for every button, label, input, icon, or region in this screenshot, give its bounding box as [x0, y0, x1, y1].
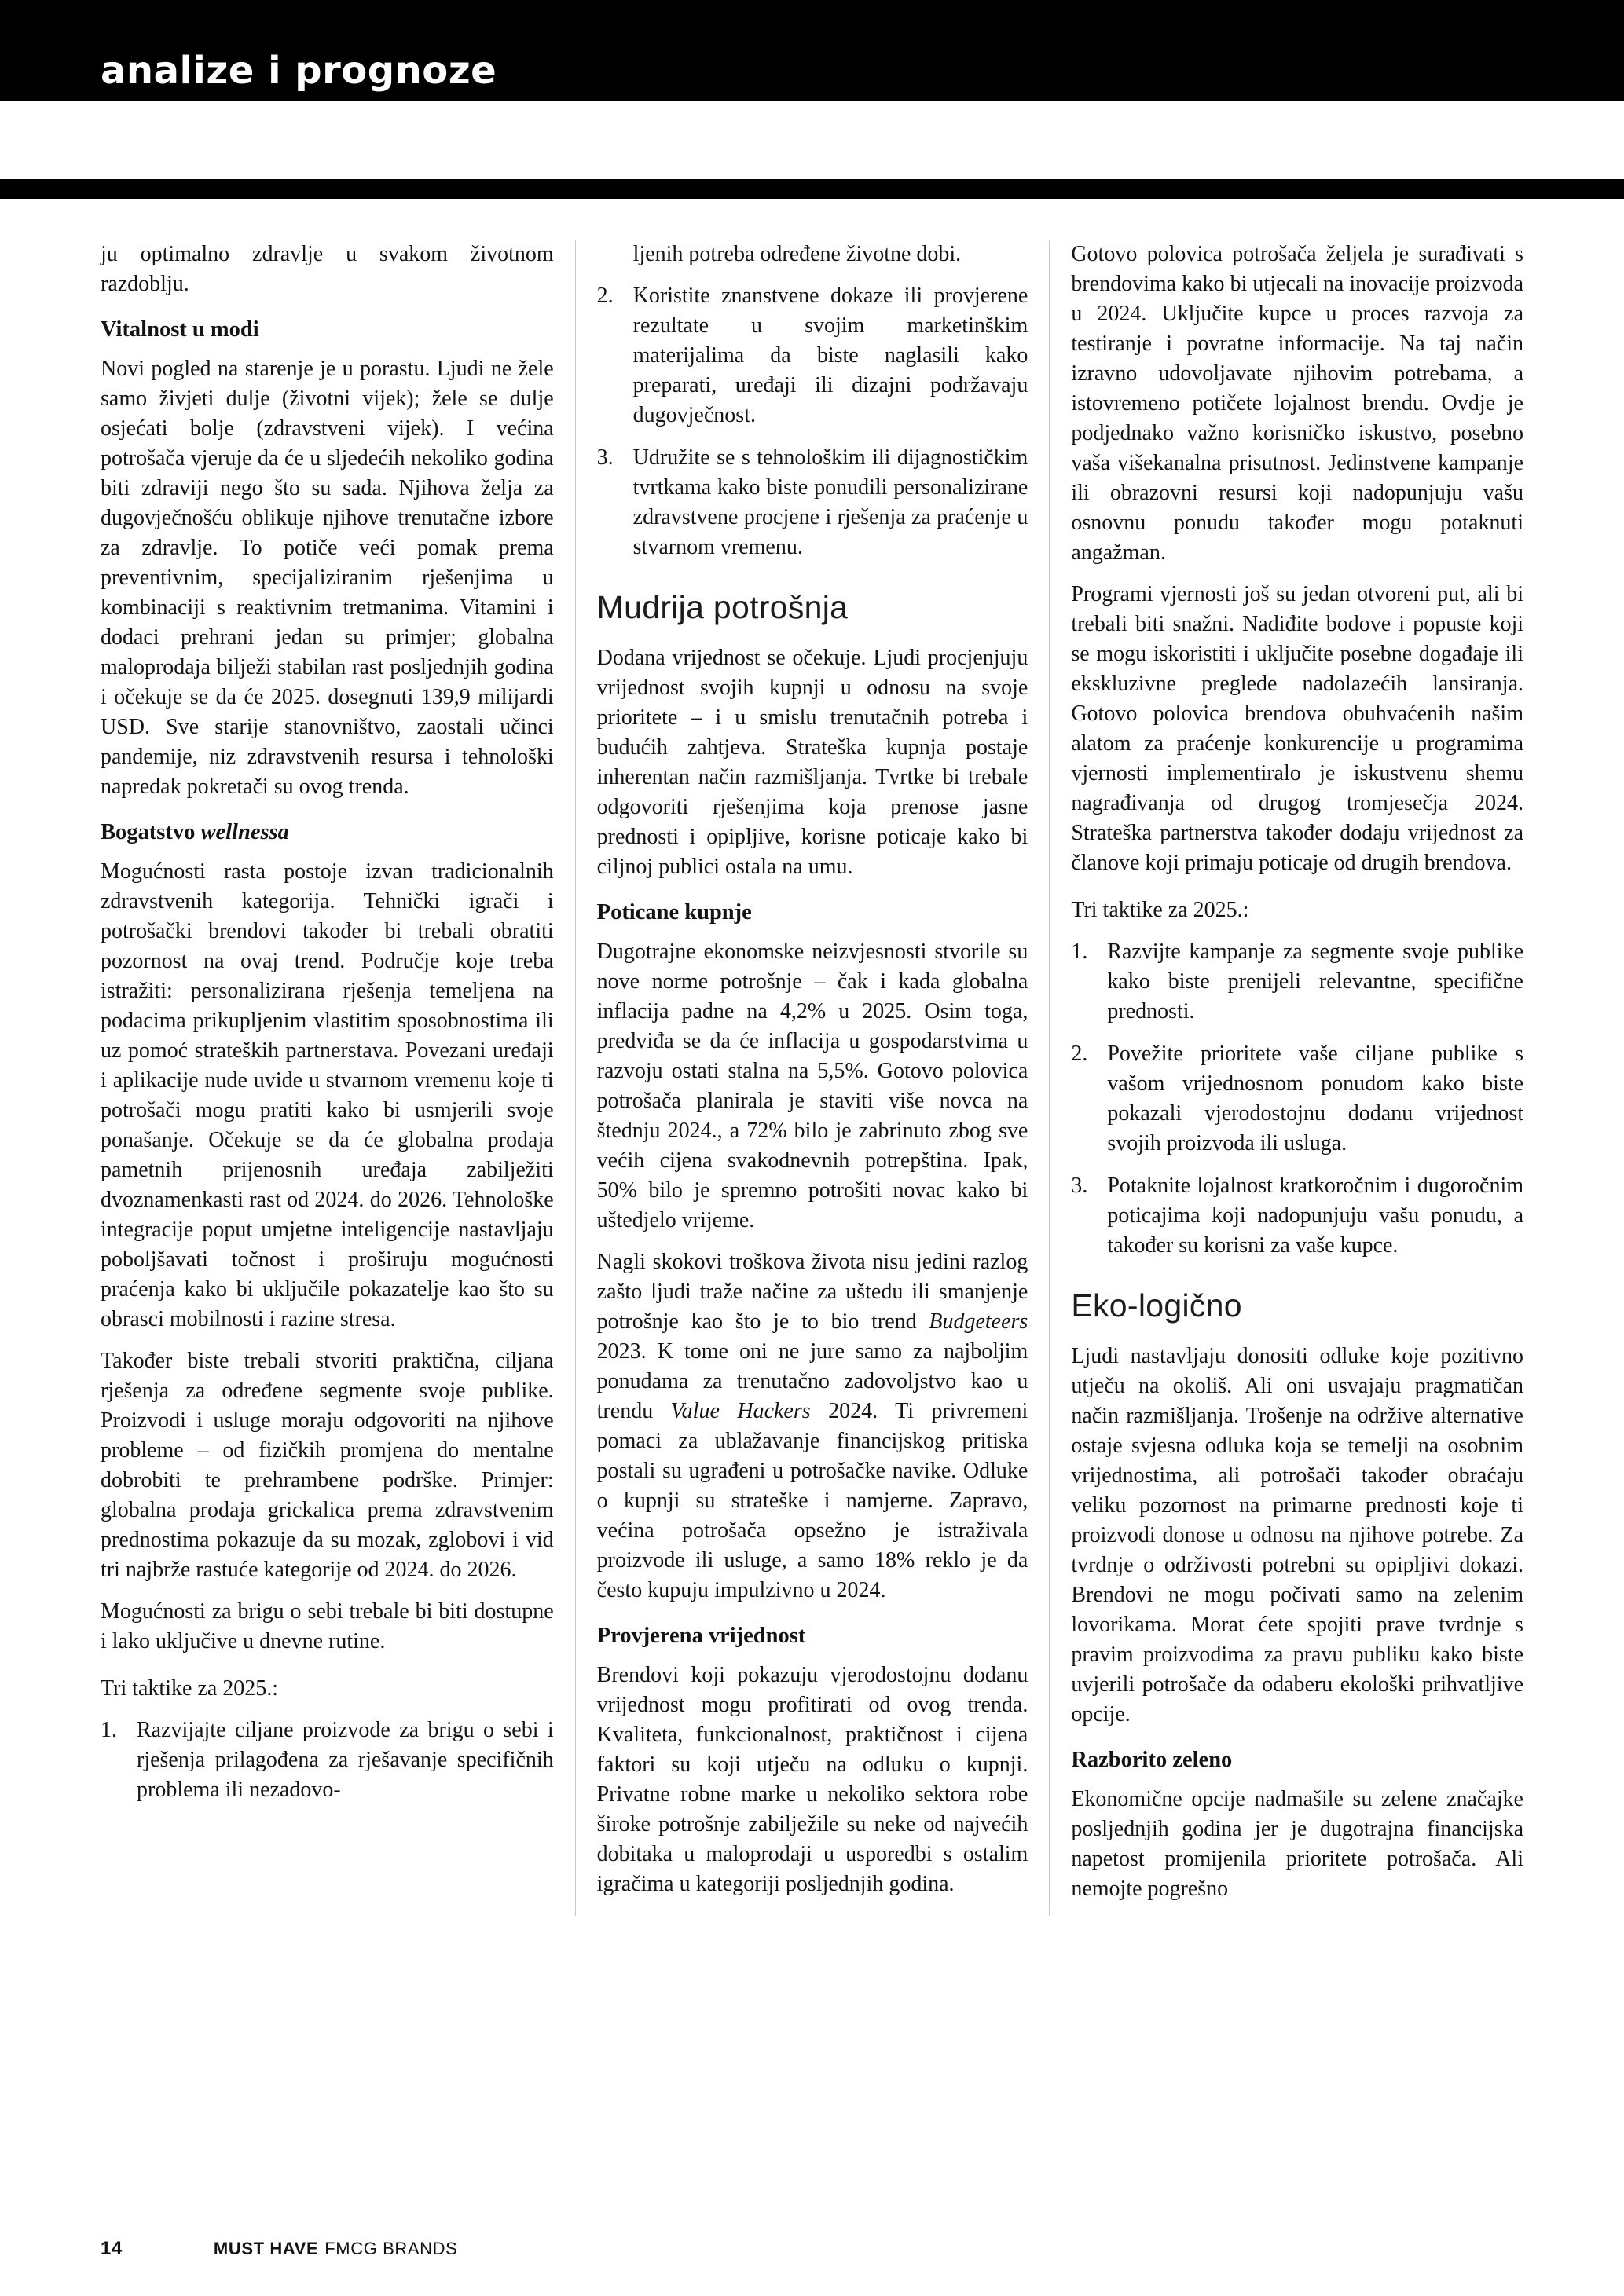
paragraph: Mogućnosti za brigu o sebi trebale bi biti dostupne i lako uključive u dnevne rutine.	[101, 1599, 554, 1653]
paragraph: Novi pogled na starenje je u porastu. Ljudi ne žele samo živjeti dulje (životni vijek); žele se dulje osjećati bolje (zdravstveni vijek). I većina potrošača vjeruje da će u sljedećih nekoliko godina biti zdraviji nego što su sada. Njihova želja za dugovječnošću oblikuje njihove trenutačne izbore za zdravlje. To potiče veći pomak prema preventivnim, specijaliziranim rješenjima u kombinaciji s reaktivnim tretmanima. Vitamini i dodaci prehrani jedan su primjer; globalna maloprodaja bilježi stabilan rast posljednjih godina i očekuje se da će 2025. dosegnuti 139,9 milijardi USD. Sve starije stanovništvo, zaostali učinci pandemije, niz zdravstvenih resursa i tehnološki napredak pokretači su ovog trenda.	[101, 357, 554, 799]
paragraph: Dodana vrijednost se očekuje. Ljudi procjenjuju vrijednost svojih kupnji u odnosu na svoje prioritete – i u smislu trenutačnih potreba i budućih zahtjeva. Strateška kupnja postaje inherentan način razmišljanja. Tvrtke bi trebale odgovoriti rješenjima koja prenose jasne prednosti i opipljive, korisne poticaje kako bi ciljnoj publici ostala na umu.	[596, 646, 1028, 880]
paragraph-segment: 2023. K tome oni ne jure samo za najboljim ponudama za trenutačno zadovoljstvo kao u trendu	[596, 1339, 1028, 1424]
paragraph-with-italics	[597, 1247, 1028, 1606]
paragraph: Ekonomične opcije nadmašile su zelene značajke posljednjih godina jer je dugotrajna financijska napetost promijenila prioritete potrošača. Ali nemojte pogrešno	[1071, 1787, 1523, 1902]
subheading-text: Bogatstvo	[101, 820, 201, 844]
list-number: 3.	[596, 445, 614, 470]
paragraph: Gotovo polovica potrošača željela je surađivati s brendovima kako bi utjecali na inovacije proizvoda u 2024. Uključite kupce u proces razvoja za testiranje i povratne informacije. Na taj način izravno udovoljavate njihovim potrebama, a istovremeno potičete lojalnost brendu. Ovdje je podjednako važno korisničko iskustvo, posebno vaša višekanalna prisutnost. Jedinstvene kampanje ili obrazovni resursi koji nadopunjuju vašu osnovnu ponudu također mogu potaknuti angažman.	[1071, 242, 1523, 565]
page-number: 14	[101, 2238, 123, 2259]
subheading-vitalnost-u-modi: Vitalnost u modi	[101, 317, 259, 342]
list-number: 3.	[1071, 1174, 1088, 1198]
list-item	[101, 1716, 554, 1805]
subheading-razborito-zeleno: Razborito zeleno	[1071, 1748, 1233, 1773]
paragraph-continuation: ljenih potreba određene životne dobi.	[632, 242, 962, 266]
list-item	[597, 443, 1028, 562]
brand-light-text: FMCG BRANDS	[324, 2239, 458, 2258]
paragraph: Ljudi nastavljaju donositi odluke koje pozitivno utječu na okoliš. Ali oni usvajaju pragmatičan način razmišljanja. Trošenje na održive alternative ostaje svjesna odluka koja se temelji na osobnim vrijednostima, ali potrošači također obraćaju veliku pozornost na primarne prednosti koje ti proizvodi donose u odnosu na njihove potrebe. Za tvrdnje o održivosti potrebni su opipljivi dokazi. Brendovi ne mogu počivati samo na zelenim lovorikama. Morat ćete spojiti prave tvrdnje s pravim proizvodima za pravu publiku kako biste uvjerili potrošače da odaberu ekološki prihvatljive opcije.	[1071, 1344, 1523, 1727]
paragraph: Brendovi koji pokazuju vjerodostojnu dodanu vrijednost mogu profitirati od ovog trenda. Kvaliteta, funkcionalnost, praktičnost i cijena faktori su koji utječu na odluku o kupnji. Privatne robne marke u nekoliko sektora robe široke potrošnje zabilježile su neke od najvećih dobitaka u maloprodaji u usporedbi s ostalim igračima u kategoriji posljednjih godina.	[596, 1663, 1028, 1897]
column-2	[575, 240, 1050, 1916]
paragraph-segment: Nagli skokovi troškova života nisu jedini razlog zašto ljudi traže načine za uštedu ili smanjenje potrošnje kao što je to bio trend	[596, 1250, 1028, 1335]
list-item	[1071, 1039, 1523, 1159]
divider-bar	[0, 179, 1624, 199]
subheading-poticane-kupnje: Poticane kupnje	[596, 900, 752, 925]
list-item-text: Razvijajte ciljane proizvode za brigu o sebi i rješenja prilagođena za rješavanje specifičnih problema ili nezadovo-	[137, 1718, 554, 1802]
paragraph-segment: 2024. Ti privremeni pomaci za ublažavanje financijskog pritiska postali su ugrađeni u potrošačke navike. Odluke o kupnji su strateške i namjerne. Zapravo, većina potrošača opsežno je istraživala proizvode ili usluge, a samo 18% reklo je da često kupuju impulzivno u 2024.	[596, 1399, 1028, 1603]
tactics-title: Tri taktike za 2025.:	[101, 1676, 279, 1701]
list-number: 2.	[1071, 1042, 1088, 1066]
paragraph-continuation: ju optimalno zdravlje u svakom životnom razdoblju.	[101, 242, 554, 296]
page-title: analize i prognoze	[101, 49, 497, 93]
list-item	[1071, 937, 1523, 1027]
paragraph: Programi vjernosti još su jedan otvoreni put, ali bi trebali biti snažni. Nadiđite bodove i popuste koji se mogu iskoristiti i uključite posebne događaje ili ekskluzivne preglede nadolazećih lansiranja. Gotovo polovica brendova obuhvaćenih našim alatom za praćenje konkurencije u programima vjernosti implementiralo je iskustvenu shemu nagrađivanja od drugog tromjesečja 2024. Strateška partnerstva također dodaju vrijednost za članove koji primaju poticaje od drugih brendova.	[1071, 582, 1523, 875]
list-item-text: Udružite se s tehnološkim ili dijagnostičkim tvrtkama kako biste ponudili personalizirane zdravstvene procjene i rješenja za praćenje u stvarnom vremenu.	[632, 445, 1028, 559]
column-layout	[101, 240, 1523, 1916]
list-item-text: Povežite prioritete vaše ciljane publike s vašom vrijednosnom ponudom kako biste pokazali vjerodostojnu dodanu vrijednost svojih proizvoda ili usluga.	[1107, 1042, 1523, 1155]
article-content	[0, 199, 1624, 1916]
paragraph: Dugotrajne ekonomske neizvjesnosti stvorile su nove norme potrošnje – čak i kada globalna inflacija padne na 4,2% u 2025. Osim toga, predviđa se da će inflacija u gospodarstvima u razvoju ostati stalna na 5,5%. Gotovo polovica potrošača planirala je staviti više novca na štednju 2024., a 72% bilo je zabrinuto zbog sve većih cijena svakodnevnih potrepština. Ipak, 50% bilo je spremno potrošiti novac kako bi uštedjelo vrijeme.	[596, 939, 1028, 1233]
subheading-bogatstvo-wellnessa	[101, 818, 554, 848]
list-item	[1071, 1171, 1523, 1261]
paragraph: Mogućnosti rasta postoje izvan tradicionalnih zdravstvenih kategorija. Tehnički igrači i potrošački brendovi također bi trebali obratiti pozornost na ovaj trend. Područje koje treba istražiti: personalizirana rješenja temeljena na podacima prikupljenim vlastitim sposobnostima ili uz pomoć strateških partnerstava. Povezani uređaji i aplikacije nude uvide u stvarnom vremenu koje ti potrošači mogu pratiti kako bi usmjerili svoje ponašanje. Očekuje se da će globalna prodaja pametnih prijenosnih uređaja zabilježiti dvoznamenkasti rast od 2024. do 2026. Tehnološke integracije poput umjetne inteligencije nastavljaju poboljšavati točnost i proširuju mogućnosti praćenja kako bi uključile pokazatelje kao što su obrasci mobilnosti i razine stresa.	[101, 859, 554, 1331]
list-item-text: Potaknite lojalnost kratkoročnim i dugoročnim poticajima koji nadopunjuju vašu ponudu, a također su korisni za vaše kupce.	[1107, 1174, 1523, 1258]
list-item-text: Koristite znanstvene dokaze ili provjerene rezultate u svojim marketinškim materijalima da biste naglasili kako preparati, uređaji ili dizajni podržavaju dugovječnost.	[632, 284, 1028, 427]
section-heading-eko-logicno: Eko-logično	[1071, 1287, 1242, 1324]
column-1	[101, 240, 575, 1916]
tactics-title: Tri taktike za 2025.:	[1071, 898, 1249, 922]
subheading-italic-text: wellnessa	[200, 820, 289, 844]
trend-name-italic: Value Hackers	[670, 1399, 811, 1424]
list-item-text: Razvijte kampanje za segmente svoje publike kako biste prenijeli relevantne, specifične prednosti.	[1107, 939, 1523, 1023]
list-number: 1.	[1071, 939, 1088, 964]
publication-brand	[214, 2239, 458, 2259]
subheading-provjerena-vrijednost: Provjerena vrijednost	[596, 1624, 806, 1649]
list-item	[597, 281, 1028, 430]
page-footer	[101, 2238, 1523, 2260]
trend-name-italic: Budgeteers	[929, 1309, 1028, 1335]
list-number: 2.	[596, 284, 614, 308]
section-heading-mudrija-potrosnja: Mudrija potrošnja	[596, 589, 849, 625]
column-3	[1049, 240, 1523, 1916]
list-number: 1.	[101, 1718, 117, 1742]
masthead	[0, 0, 1624, 101]
brand-strong-text: MUST HAVE	[213, 2239, 319, 2258]
paragraph: Također biste trebali stvoriti praktična, ciljana rješenja za određene segmente svoje publike. Proizvodi i usluge moraju odgovoriti na njihove probleme – od fizičkih promjena do mentalne dobrobiti te prehrambene podrške. Primjer: globalna prodaja grickalica prema zdravstvenim prednostima pokazuje da su mozak, zglobovi i vid tri najbrže rastuće kategorije od 2024. do 2026.	[101, 1349, 554, 1582]
